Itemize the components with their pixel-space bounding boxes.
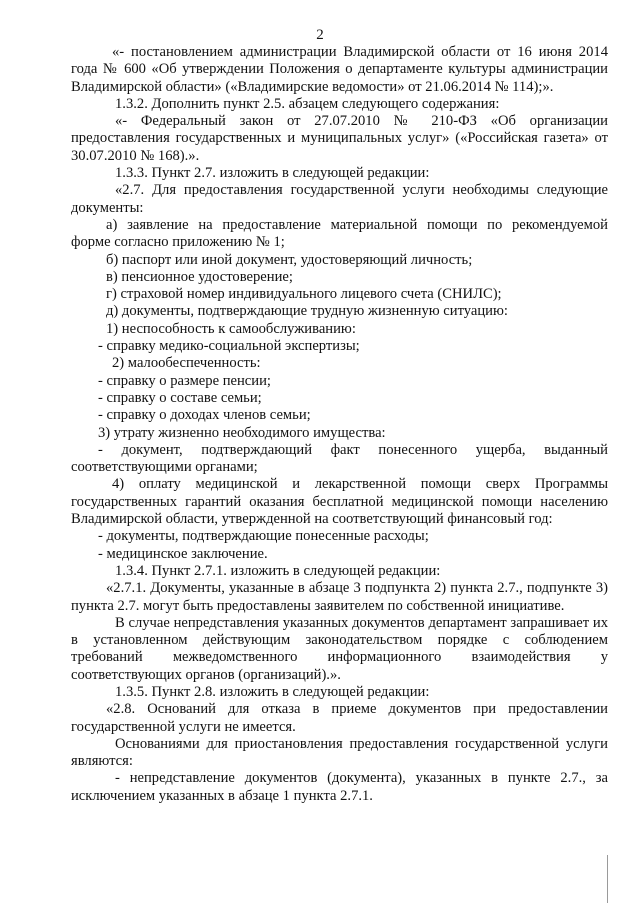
paragraph-2-7: «2.7. Для предоставления государственной услуги необходимы следующие документы: xyxy=(71,182,608,216)
document-body xyxy=(71,44,608,805)
paragraph-suspension-grounds: Основаниями для приостановления предоставления государственной услуги являются: xyxy=(71,735,608,770)
page-number: 2 xyxy=(316,27,324,43)
paragraph-2-7-1: «2.7.1. Документы, указанные в абзаце 3 подпункта 2) пункта 2.7., подпункте 3) пункта 2.7. могут быть предоставлены заявителем по собственной инициативе. xyxy=(71,580,608,614)
paragraph-1-3-2: 1.3.2. Дополнить пункт 2.5. абзацем следующего содержания: xyxy=(115,95,500,112)
list-item-3: 3) утрату жизненно необходимого имущества: xyxy=(98,424,386,441)
paragraph-1-3-4: 1.3.4. Пункт 2.7.1. изложить в следующей редакции: xyxy=(115,562,441,579)
list-item-1: 1) неспособность к самообслуживанию: xyxy=(106,320,356,337)
paragraph-non-submission-grounds: - непредставление документов (документа), указанных в пункте 2.7., за исключением указанных в абзаце 1 пункта 2.7.1. xyxy=(71,770,608,804)
paragraph-resolution-600: «- постановлением администрации Владимирской области от 16 июня 2014 года № 600 «Об утверждении Положения о департаменте культуры администрации Владимирской области» («Владимирские ведомости» от 21.06.2014 № 114);». xyxy=(71,44,608,95)
paragraph-non-submission: В случае непредставления указанных документов департамент запрашивает их в установленном действующим законодательством порядке с соблюдением требований межведомственного информационного взаимодействия у соответствующих органов (организаций).». xyxy=(71,614,608,683)
list-item-g: г) страховой номер индивидуального лицевого счета (СНИЛС); xyxy=(106,286,502,303)
list-item-2: 2) малообеспеченность: xyxy=(112,355,261,372)
list-item-b: б) паспорт или иной документ, удостоверяющий личность; xyxy=(106,251,473,268)
scan-edge-line xyxy=(607,855,608,903)
list-item-d: д) документы, подтверждающие трудную жизненную ситуацию: xyxy=(106,303,508,320)
list-item-2-doc-pension: - справку о размере пенсии; xyxy=(98,372,271,389)
list-item-3-doc: - документ, подтверждающий факт понесенного ущерба, выданный соответствующими органами; xyxy=(71,441,608,476)
paragraph-2-8: «2.8. Оснований для отказа в приеме документов при предоставлении государственной услуги не имеется. xyxy=(71,701,608,735)
list-item-v: в) пенсионное удостоверение; xyxy=(106,268,293,285)
list-item-a: а) заявление на предоставление материальной помощи по рекомендуемой форме согласно приложению № 1; xyxy=(71,216,608,251)
list-item-2-doc-family: - справку о составе семьи; xyxy=(98,389,262,406)
list-item-4: 4) оплату медицинской и лекарственной помощи сверх Программы государственных гарантий оказания бесплатной медицинской помощи населению Владимирской области, утвержденной на соответствующий финансовый год: xyxy=(71,476,608,528)
list-item-4-doc-medical: - медицинское заключение. xyxy=(98,545,268,562)
list-item-2-doc-income: - справку о доходах членов семьи; xyxy=(98,407,311,424)
list-item-1-doc: - справку медико-социальной экспертизы; xyxy=(98,338,360,355)
list-item-4-doc-expenses: - документы, подтверждающие понесенные расходы; xyxy=(98,528,429,545)
paragraph-1-3-3: 1.3.3. Пункт 2.7. изложить в следующей редакции: xyxy=(115,165,430,182)
paragraph-1-3-5: 1.3.5. Пункт 2.8. изложить в следующей редакции: xyxy=(115,683,430,700)
paragraph-federal-law-210: «- Федеральный закон от 27.07.2010 № 210-ФЗ «Об организации предоставления государственных и муниципальных услуг» («Российская газета» от 30.07.2010 № 168).». xyxy=(71,113,608,164)
